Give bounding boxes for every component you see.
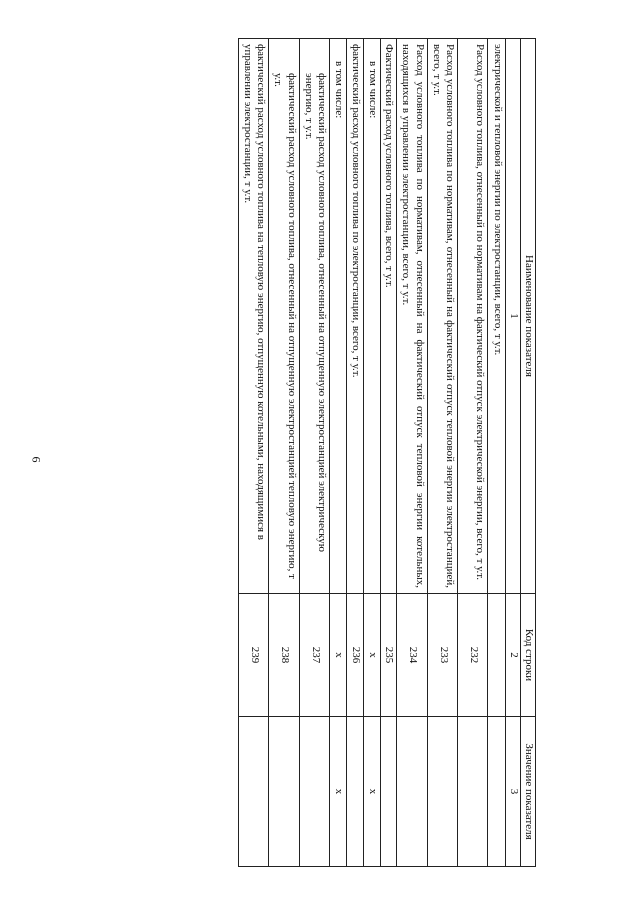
indicator-value	[300, 717, 331, 867]
table-row	[330, 39, 347, 867]
row-code: x	[364, 594, 381, 717]
indicator-value	[347, 717, 364, 867]
row-code: 236	[347, 594, 364, 717]
header-row-code: Код строки	[521, 594, 536, 717]
table-row	[380, 39, 397, 867]
table-header-row	[521, 39, 536, 867]
indicator-name: Расход условного топлива, отнесенный по нормативам на фактический отпуск электрической энергии, всего, т у.т.	[458, 39, 488, 594]
header-indicator-name: Наименование показателя	[521, 39, 536, 594]
row-code: 232	[458, 594, 488, 717]
indicator-value	[269, 717, 300, 867]
table-row	[458, 39, 488, 867]
indicator-name: Расход условного топлива по нормативам, отнесенный на фактический отпуск тепловой энергии электростанцией, всего, т у.т.	[428, 39, 459, 594]
table-row	[488, 39, 506, 867]
indicator-name: Расход условного топлива по нормативам, отнесенный на фактический отпуск тепловой энергии котельных, находящихся в управлении электростанции, всего, т у.т.	[397, 39, 428, 594]
column-number-row	[506, 39, 521, 867]
row-code: 239	[239, 594, 270, 717]
indicator-name: фактический расход условного топлива по электростанции, всего, т у.т.	[347, 39, 364, 594]
indicator-value: x	[330, 717, 347, 867]
row-code	[488, 594, 506, 717]
header-indicator-value: Значение показателя	[521, 717, 536, 867]
rotated-table-container	[90, 38, 536, 866]
column-number: 3	[506, 717, 521, 867]
indicator-value	[397, 717, 428, 867]
indicator-name: фактический расход условного топлива на тепловую энергию, отпущенную котельными, находящимися в управлении электростанции, т у.т.	[239, 39, 270, 594]
indicator-name: в том числе:	[330, 39, 347, 594]
indicator-name: в том числе:	[364, 39, 381, 594]
table-row	[397, 39, 428, 867]
table-row	[347, 39, 364, 867]
column-number: 1	[506, 39, 521, 594]
indicators-table	[238, 38, 536, 867]
row-code: 234	[397, 594, 428, 717]
row-code: 238	[269, 594, 300, 717]
table-row	[239, 39, 270, 867]
row-code: x	[330, 594, 347, 717]
indicator-value: x	[364, 717, 381, 867]
indicator-name: Фактический расход условного топлива, всего, т у.т.	[380, 39, 397, 594]
indicator-value	[428, 717, 459, 867]
indicator-name: фактический расход условного топлива, отнесенный на отпущенную электростанцией электрическую энергию, т у.т.	[300, 39, 331, 594]
row-code: 237	[300, 594, 331, 717]
table-row	[269, 39, 300, 867]
row-code: 235	[380, 594, 397, 717]
indicator-value	[458, 717, 488, 867]
indicator-value	[488, 717, 506, 867]
table-row	[300, 39, 331, 867]
page-number: 6	[29, 456, 44, 463]
indicator-value	[239, 717, 270, 867]
indicator-value	[380, 717, 397, 867]
table-row	[428, 39, 459, 867]
row-code: 233	[428, 594, 459, 717]
indicator-name: электрической и тепловой энергии по электростанции, всего, т у.т.	[488, 39, 506, 594]
indicator-name: фактический расход условного топлива, отнесенный на отпущенную электростанцией тепловую энергию, т у.т.	[269, 39, 300, 594]
table-row	[364, 39, 381, 867]
column-number: 2	[506, 594, 521, 717]
